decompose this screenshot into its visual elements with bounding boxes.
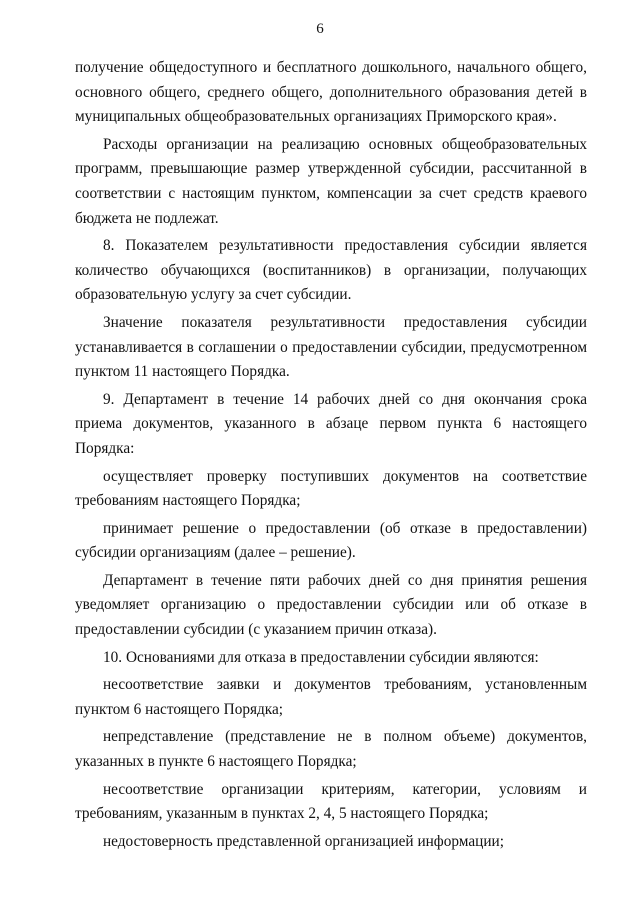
paragraph-reason-incomplete: непредставление (представление не в полном объеме) документов, указанных в пункте 6 настоящего Порядка; [75,728,587,771]
paragraph-indicator-value: Значение показателя результативности предоставления субсидии устанавливается в соглашении о предоставлении субсидии, предусмотренном пунктом 11 настоящего Порядка. [75,313,587,381]
paragraph-check-documents: осуществляет проверку поступивших документов на соответствие требованиям настоящего Порядка; [75,467,587,510]
paragraph-decision: принимает решение о предоставлении (об отказе в предоставлении) субсидии организациям (далее – решение). [75,519,587,562]
paragraph-reason-criteria: несоответствие организации критериям, категории, условиям и требованиям, указанным в пунктах 2, 4, 5 настоящего Порядка; [75,780,587,823]
document-body [75,56,587,857]
paragraph-item-10: 10. Основаниями для отказа в предоставлении субсидии являются: [103,648,539,666]
paragraph-expenses: Расходы организации на реализацию основных общеобразовательных программ, превышающие размер утвержденной субсидии, рассчитанной в соответствии с настоящим пунктом, компенсации за счет средств краевого бюджета не подлежат. [75,135,587,227]
paragraph-reason-false-info: недостоверность представленной организацией информации; [103,832,504,850]
paragraph-item-9: 9. Департамент в течение 14 рабочих дней со дня окончания срока приема документов, указанного в абзаце первом пункта 6 настоящего Порядка: [75,390,587,457]
paragraph-reason-mismatch: несоответствие заявки и документов требованиям, установленным пунктом 6 настоящего Порядка; [75,676,587,718]
paragraph-continuation: получение общедоступного и бесплатного дошкольного, начального общего, основного общего, среднего общего, дополнительного образования детей в муниципальных общеобразовательных организациях Приморского края». [75,59,587,126]
paragraph-notification: Департамент в течение пяти рабочих дней со дня принятия решения уведомляет организацию о предоставлении субсидии или об отказе в предоставлении субсидии (с указанием причин отказа). [75,571,587,639]
paragraph-item-8: 8. Показателем результативности предоставления субсидии является количество обучающихся (воспитанников) в организации, получающих образовательную услугу за счет субсидии. [75,237,587,304]
page-number: 6 [316,21,324,37]
